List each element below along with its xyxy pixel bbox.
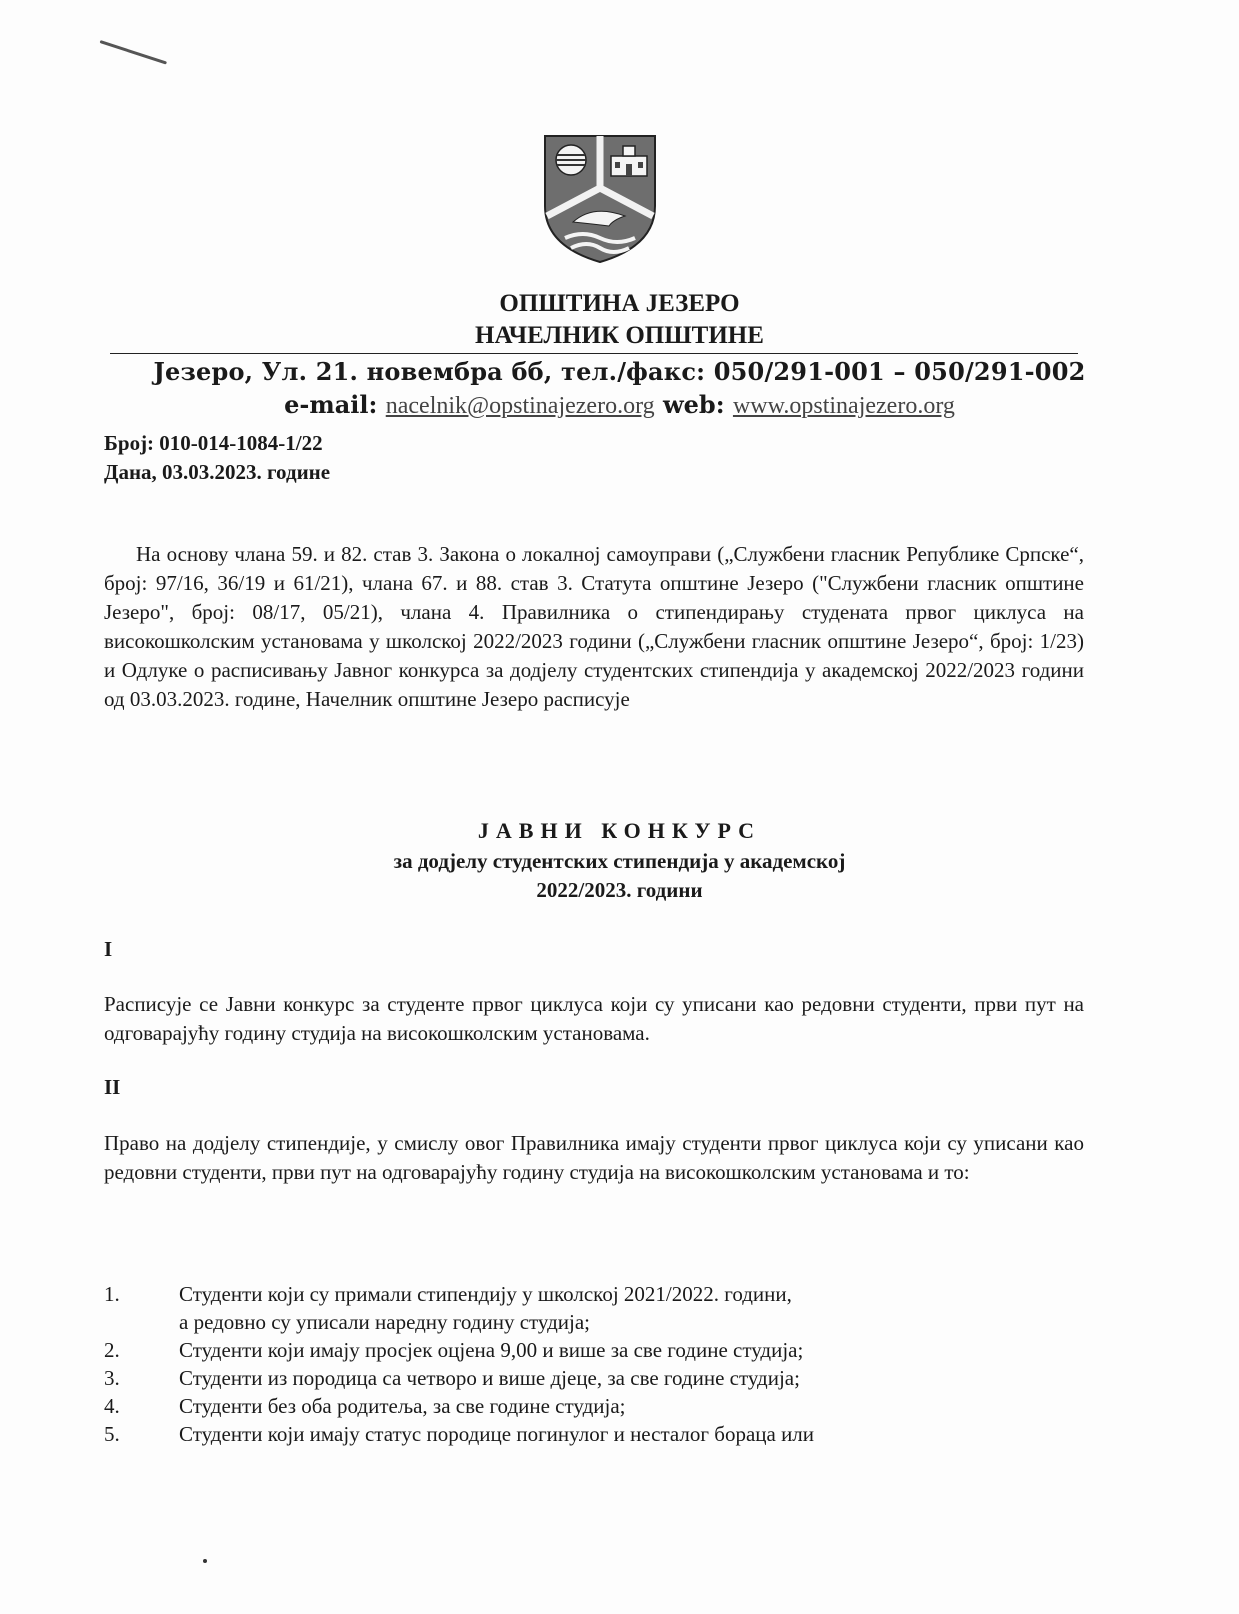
list-item bbox=[104, 1420, 1084, 1448]
list-item-text-line1: Студенти који су примали стипендију у школској 2021/2022. години, bbox=[179, 1282, 792, 1306]
header-divider bbox=[110, 353, 1078, 354]
list-item-number: 2. bbox=[104, 1338, 120, 1362]
section-2-text: Право на додјелу стипендије, у смислу овог Правилника имају студенти првог циклуса који су уписани као редовни студенти, први пут на одговарајућу годину студија на високошколским установама и то: bbox=[104, 1131, 1084, 1184]
document-title: ЈАВНИ КОНКУРС bbox=[477, 818, 762, 843]
list-item-number: 5. bbox=[104, 1422, 120, 1446]
list-item-number: 4. bbox=[104, 1394, 120, 1418]
list-item bbox=[104, 1336, 1084, 1364]
section-numeral-2: II bbox=[104, 1075, 121, 1099]
section-1-text: Расписује се Јавни конкурс за студенте првог циклуса који су уписани као редовни студенти, први пут на одговарајућу годину студија на високошколским установама. bbox=[104, 992, 1084, 1045]
list-item-text: Студенти који имају статус породице погинулог и несталог бораца или bbox=[179, 1422, 815, 1446]
office-name: НАЧЕЛНИК ОПШТИНЕ bbox=[475, 322, 764, 349]
email-link[interactable]: nacelnik@opstinajezero.org bbox=[385, 393, 655, 419]
document-subtitle-year: 2022/2023. години bbox=[536, 878, 703, 902]
list-item-text: Студенти из породица са четворо и више дјеце, за све године студија; bbox=[179, 1366, 800, 1390]
document-subtitle: за додјелу студентских стипендија у академској bbox=[393, 849, 846, 873]
list-item bbox=[104, 1280, 1084, 1336]
reference-number: Број: 010-014-1084-1/22 bbox=[104, 431, 323, 455]
list-item-number: 1. bbox=[104, 1282, 120, 1306]
preamble-paragraph: На основу члана 59. и 82. став 3. Закона о локалној самоуправи („Службени гласник Републике Српске“, број: 97/16, 36/19 и 61/21), члана 67. и 88. став 3. Статута општине Језеро ("Службени гласник општине Језеро", број: 08/17, 05/21), члана 4. Правилника о стипендирању студената првог циклуса на високошколским установама у школској 2022/2023 години („Службени гласник општине Језеро“, број: 1/23) и Одлуке о расписивању Јавног конкурса за додјелу студентских стипендија у академској 2022/2023 години од 03.03.2023. године, Начелник општине Језеро расписује bbox=[104, 542, 1084, 711]
municipal-coat-of-arms-icon bbox=[543, 134, 657, 264]
email-label: e-mail: bbox=[284, 390, 378, 419]
address-line: Језеро, Ул. 21. новембра бб, тел./факс: 050/291-001 – 050/291-002 bbox=[153, 357, 1086, 386]
web-label: web: bbox=[663, 390, 725, 419]
eligibility-list bbox=[104, 1280, 1084, 1448]
list-item-text-line2: а редовно су уписали наредну годину студија; bbox=[179, 1310, 591, 1334]
list-item-text: Студенти без оба родитеља, за све године студија; bbox=[179, 1394, 626, 1418]
list-item-text bbox=[179, 1280, 1084, 1336]
list-item bbox=[104, 1392, 1084, 1420]
scan-speck bbox=[203, 1559, 207, 1563]
pen-stroke-mark bbox=[100, 40, 168, 64]
contact-line bbox=[0, 390, 1239, 420]
list-item bbox=[104, 1364, 1084, 1392]
list-item-number: 3. bbox=[104, 1366, 120, 1390]
section-numeral-1: I bbox=[104, 937, 113, 961]
list-item-text: Студенти који имају просјек оцјена 9,00 и више за све године студија; bbox=[179, 1338, 804, 1362]
municipality-name: ОПШТИНА ЈЕЗЕРО bbox=[499, 290, 740, 317]
web-link[interactable]: www.opstinajezero.org bbox=[732, 393, 955, 419]
document-date: Дана, 03.03.2023. године bbox=[104, 460, 331, 484]
